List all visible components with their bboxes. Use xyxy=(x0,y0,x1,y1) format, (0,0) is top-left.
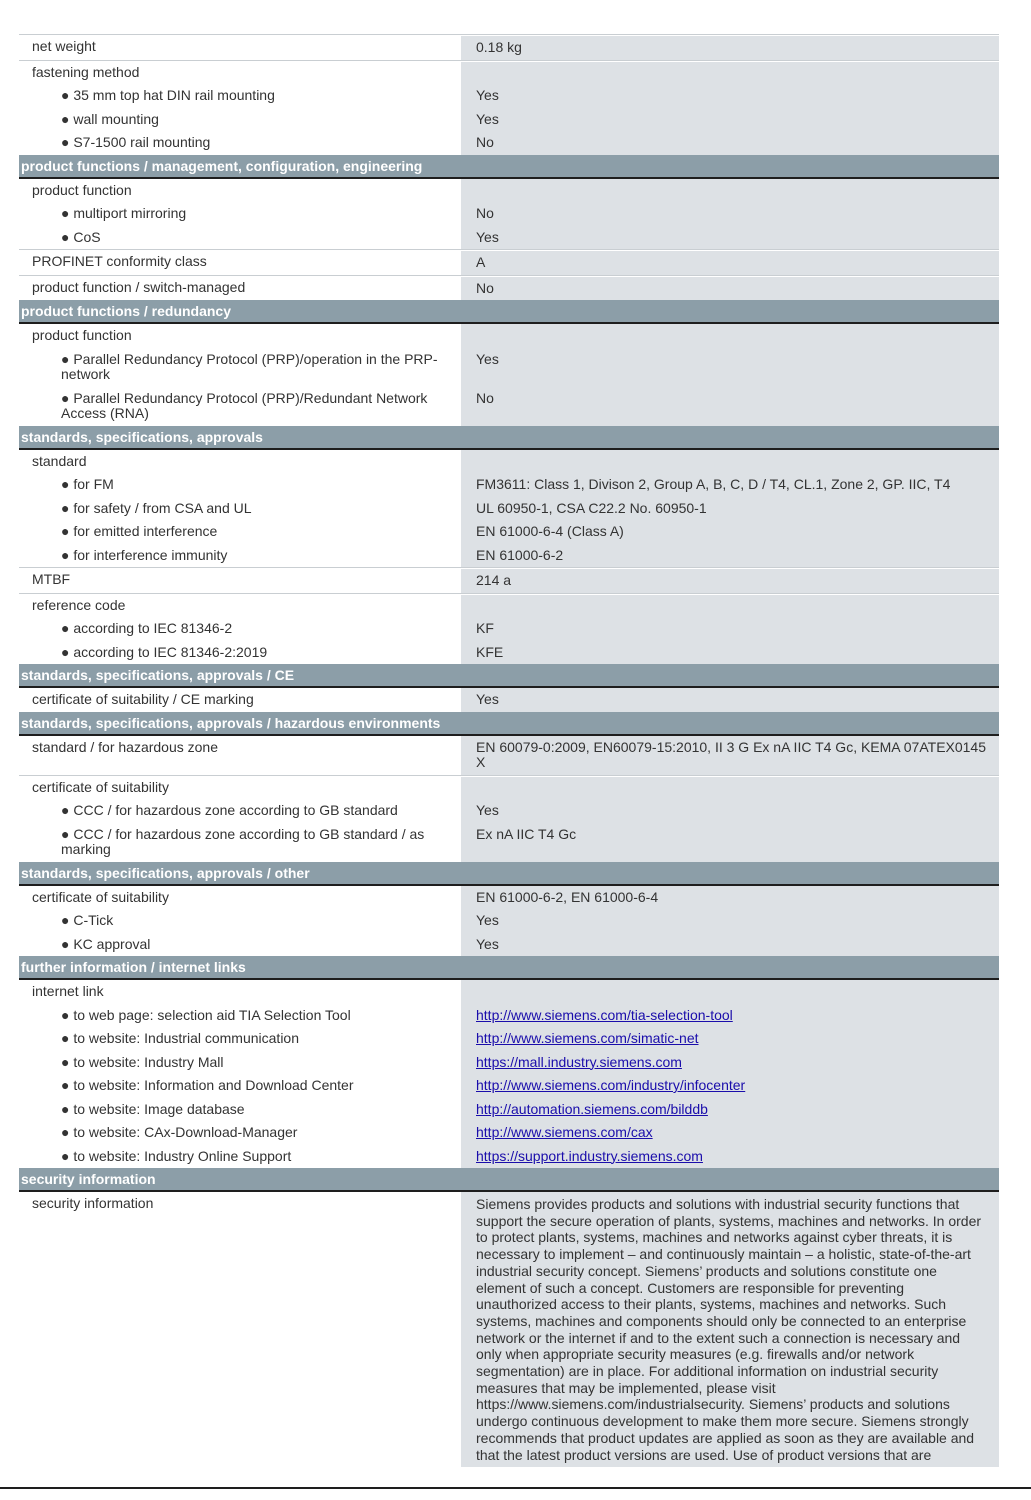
row-label: product function / switch-managed xyxy=(19,276,460,301)
row-value xyxy=(461,179,999,203)
spec-row-ccc xyxy=(19,799,999,823)
row-label: ● CCC / for hazardous zone according to GB standard / as marking xyxy=(19,823,460,862)
row-value: Yes xyxy=(461,688,999,712)
spec-row-iec-2019 xyxy=(19,641,999,665)
spec-row-ce-marking xyxy=(19,688,999,712)
row-value: 0.18 kg xyxy=(461,35,999,60)
row-value: No xyxy=(461,202,999,226)
spec-row-security xyxy=(19,1192,999,1467)
row-label: product function xyxy=(19,179,460,203)
row-label: ● to website: Image database xyxy=(19,1098,460,1122)
row-value xyxy=(461,1004,999,1028)
spec-row-kc xyxy=(19,933,999,957)
row-value xyxy=(461,980,999,1004)
row-value: Yes xyxy=(461,909,999,933)
link-row xyxy=(19,1121,999,1145)
row-label: fastening method xyxy=(19,61,460,85)
row-label: ● for interference immunity xyxy=(19,544,460,568)
row-label: ● C-Tick xyxy=(19,909,460,933)
row-label: ● for emitted interference xyxy=(19,520,460,544)
row-label: ● to web page: selection aid TIA Selection Tool xyxy=(19,1004,460,1028)
spec-row-certificate xyxy=(19,886,999,910)
row-label: ● CCC / for hazardous zone according to GB standard xyxy=(19,799,460,823)
row-value: Yes xyxy=(461,108,999,132)
row-label: ● multiport mirroring xyxy=(19,202,460,226)
row-label: ● to website: Industry Mall xyxy=(19,1051,460,1075)
row-value: KF xyxy=(461,617,999,641)
external-link[interactable]: https://support.industry.siemens.com xyxy=(476,1147,703,1164)
row-label: net weight xyxy=(19,35,460,60)
row-label: certificate of suitability / CE marking xyxy=(19,688,460,712)
row-value: Yes xyxy=(461,933,999,957)
section-header-standards: standards, specifications, approvals xyxy=(19,426,999,450)
row-value: FM3611: Class 1, Divison 2, Group A, B, C, D / T4, CL.1, Zone 2, GP. IIC, T4 xyxy=(461,473,999,497)
row-value: No xyxy=(461,131,999,155)
row-value xyxy=(461,1098,999,1122)
row-label: certificate of suitability xyxy=(19,776,460,800)
spec-row-reference-code xyxy=(19,593,999,618)
row-label: MTBF xyxy=(19,568,460,593)
row-value xyxy=(461,61,999,85)
row-label: ● Parallel Redundancy Protocol (PRP)/Redundant Network Access (RNA) xyxy=(19,387,460,426)
row-label: certificate of suitability xyxy=(19,886,460,910)
spec-row-c-tick xyxy=(19,909,999,933)
row-label: ● to website: Industry Online Support xyxy=(19,1145,460,1169)
row-label: ● to website: CAx-Download-Manager xyxy=(19,1121,460,1145)
row-label: ● for safety / from CSA and UL xyxy=(19,497,460,521)
row-value: Yes xyxy=(461,799,999,823)
link-row xyxy=(19,1145,999,1169)
row-value: No xyxy=(461,276,999,301)
spec-row-fm xyxy=(19,473,999,497)
row-value: UL 60950-1, CSA C22.2 No. 60950-1 xyxy=(461,497,999,521)
row-label: ● according to IEC 81346-2:2019 xyxy=(19,641,460,665)
section-header-ce: standards, specifications, approvals / CE xyxy=(19,664,999,688)
row-label: reference code xyxy=(19,594,460,618)
row-label: standard / for hazardous zone xyxy=(19,736,460,775)
external-link[interactable]: http://www.siemens.com/industry/infocenter xyxy=(476,1077,746,1093)
spec-row-immunity xyxy=(19,544,999,568)
row-value xyxy=(461,594,999,618)
spec-table xyxy=(19,34,999,1467)
row-value xyxy=(461,324,999,348)
row-value: Yes xyxy=(461,84,999,108)
external-link[interactable]: http://www.siemens.com/tia-selection-tool xyxy=(476,1006,733,1023)
row-value: EN 60079-0:2009, EN60079-15:2010, II 3 G Ex nA IIC T4 Gc, KEMA 07ATEX0145 X xyxy=(461,736,999,775)
spec-row-product-function xyxy=(19,324,999,348)
row-label: ● to website: Industrial communication xyxy=(19,1027,460,1051)
link-row xyxy=(19,1051,999,1075)
external-link[interactable]: https://mall.industry.siemens.com xyxy=(476,1053,682,1070)
row-value: A xyxy=(461,250,999,275)
spec-row-internet-link xyxy=(19,980,999,1004)
section-header-security: security information xyxy=(19,1168,999,1192)
row-label: ● Parallel Redundancy Protocol (PRP)/operation in the PRP-network xyxy=(19,348,460,387)
section-header-redundancy: product functions / redundancy xyxy=(19,300,999,324)
spec-row-mirroring xyxy=(19,202,999,226)
spec-row-prp-operation xyxy=(19,348,999,387)
row-label: PROFINET conformity class xyxy=(19,250,460,275)
row-value: KFE xyxy=(461,641,999,665)
row-value xyxy=(461,776,999,800)
section-header-other: standards, specifications, approvals / other xyxy=(19,862,999,886)
row-value: EN 61000-6-2 xyxy=(461,544,999,568)
row-label: ● wall mounting xyxy=(19,108,460,132)
spec-row-fastening xyxy=(19,60,999,85)
section-header-hazardous: standards, specifications, approvals / hazardous environments xyxy=(19,712,999,736)
spec-row-prp-rna xyxy=(19,387,999,426)
row-label: ● S7-1500 rail mounting xyxy=(19,131,460,155)
spec-row-net-weight xyxy=(19,34,999,60)
spec-row-emitted xyxy=(19,520,999,544)
row-value: EN 61000-6-2, EN 61000-6-4 xyxy=(461,886,999,910)
row-value xyxy=(461,1027,999,1051)
external-link[interactable]: http://www.siemens.com/cax xyxy=(476,1124,653,1140)
row-label: product function xyxy=(19,324,460,348)
row-value: Yes xyxy=(461,226,999,250)
row-value: No xyxy=(461,387,999,426)
link-row xyxy=(19,1004,999,1028)
spec-row-profinet xyxy=(19,249,999,275)
spec-row-mtbf xyxy=(19,567,999,593)
section-header-links: further information / internet links xyxy=(19,956,999,980)
row-label: ● according to IEC 81346-2 xyxy=(19,617,460,641)
row-value xyxy=(461,1145,999,1169)
external-link[interactable]: http://automation.siemens.com/bilddb xyxy=(476,1100,708,1117)
spec-row-din-rail xyxy=(19,84,999,108)
link-row xyxy=(19,1027,999,1051)
row-value xyxy=(461,450,999,474)
page-bottom-rule xyxy=(0,1487,1031,1489)
row-value xyxy=(461,1051,999,1075)
row-value xyxy=(461,1121,999,1145)
row-label: standard xyxy=(19,450,460,474)
section-header-management: product functions / management, configuration, engineering xyxy=(19,155,999,179)
row-value: Ex nA IIC T4 Gc xyxy=(461,823,999,862)
spec-row-hazardous-zone xyxy=(19,736,999,775)
spec-row-certificate xyxy=(19,775,999,800)
row-label: ● CoS xyxy=(19,226,460,250)
row-label: ● for FM xyxy=(19,473,460,497)
spec-row-standard xyxy=(19,450,999,474)
spec-row-s7-rail xyxy=(19,131,999,155)
row-label: security information xyxy=(19,1192,460,1467)
row-label: internet link xyxy=(19,980,460,1004)
row-label: ● to website: Information and Download Center xyxy=(19,1074,460,1098)
spec-row-wall xyxy=(19,108,999,132)
link-row xyxy=(19,1074,999,1098)
row-value: 214 a xyxy=(461,568,999,593)
external-link[interactable]: http://www.siemens.com/simatic-net xyxy=(476,1030,699,1046)
row-value: Yes xyxy=(461,348,999,387)
security-text: Siemens provides products and solutions with industrial security functions that support the secure operation of plants, systems, machines and networks. In order to protect plants, systems, machines and networks against cyber threats, it is necessary to implement – and continuously maintain – a holistic, state-of-the-art industrial security concept. Siemens’ products and solutions constitute one element of such a concept. Customers are responsible for preventing unauthorized access to their plants, systems, machines and networks. Such systems, machines and components should only be connected to an enterprise network or the internet if and to the extent such a connection is necessary and only when appropriate security measures (e.g. firewalls and/or network segmentation) are in place. For additional information on industrial security measures that may be implemented, please visit https://www.siemens.com/industrialsecurity. Siemens’ products and solutions undergo continuous development to make them more secure. Siemens strongly recommends that product updates are applied as soon as they are available and that the latest product versions are used. Use of product versions that are xyxy=(461,1192,999,1467)
spec-row-csa-ul xyxy=(19,497,999,521)
row-label: ● 35 mm top hat DIN rail mounting xyxy=(19,84,460,108)
row-value xyxy=(461,1074,999,1098)
spec-row-cos xyxy=(19,226,999,250)
row-label: ● KC approval xyxy=(19,933,460,957)
spec-row-ccc-marking xyxy=(19,823,999,862)
spec-row-product-function xyxy=(19,179,999,203)
spec-row-iec xyxy=(19,617,999,641)
row-value: EN 61000-6-4 (Class A) xyxy=(461,520,999,544)
link-row xyxy=(19,1098,999,1122)
spec-row-switch-managed xyxy=(19,275,999,301)
